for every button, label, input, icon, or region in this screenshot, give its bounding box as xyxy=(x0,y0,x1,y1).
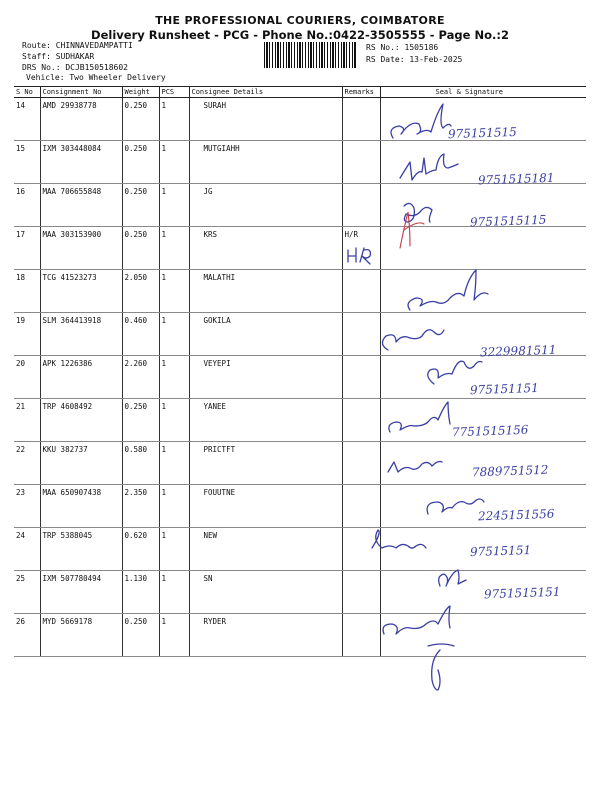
row-sno: 20 xyxy=(14,356,40,399)
row-consignment-no: SLM 364413918 xyxy=(40,313,122,356)
col-signature: Seal & Signature xyxy=(380,87,586,98)
row-sno: 19 xyxy=(14,313,40,356)
staff-text: Staff: SUDHAKAR xyxy=(22,52,95,61)
row-consignment-no: IXM 303448084 xyxy=(40,141,122,184)
remarks-hr-mark xyxy=(348,248,370,264)
signature-17-mark xyxy=(400,212,424,248)
row-sno: 18 xyxy=(14,270,40,313)
row-sno: 17 xyxy=(14,227,40,270)
signature-phone-number: 975151151 xyxy=(469,380,539,398)
row-sno: 26 xyxy=(14,614,40,657)
row-pcs: 1 xyxy=(159,528,189,571)
row-pcs: 1 xyxy=(159,141,189,184)
row-pcs: 1 xyxy=(159,270,189,313)
runsheet-subtitle: Delivery Runsheet - PCG - Phone No.:0422-3505555 - Page No.:2 xyxy=(91,28,509,42)
row-consignee: GOKILA xyxy=(189,313,342,356)
signature-phone-number: 7751515156 xyxy=(451,422,529,440)
signature-25 xyxy=(439,570,466,586)
signature-19 xyxy=(382,330,444,350)
row-sno: 14 xyxy=(14,98,40,141)
row-weight: 0.250 xyxy=(122,614,159,657)
row-consignment-no: TRP 5388045 xyxy=(40,528,122,571)
row-weight: 0.250 xyxy=(122,399,159,442)
signature-20 xyxy=(428,361,482,384)
vehicle-text: Vehicle: Two Wheeler Delivery xyxy=(26,73,166,82)
row-weight: 0.580 xyxy=(122,442,159,485)
row-sno: 24 xyxy=(14,528,40,571)
row-pcs: 1 xyxy=(159,614,189,657)
row-sno: 22 xyxy=(14,442,40,485)
row-weight: 0.250 xyxy=(122,184,159,227)
row-consignment-no: TRP 4608492 xyxy=(40,399,122,442)
row-pcs: 1 xyxy=(159,356,189,399)
signature-phone-number: 7889751512 xyxy=(471,462,549,480)
signature-18 xyxy=(408,270,488,310)
signature-26 xyxy=(383,606,450,634)
signature-strokes xyxy=(348,104,488,690)
row-sno: 16 xyxy=(14,184,40,227)
row-weight: 0.250 xyxy=(122,227,159,270)
row-consignee: MALATHI xyxy=(189,270,342,313)
row-pcs: 1 xyxy=(159,184,189,227)
col-remarks: Remarks xyxy=(342,87,380,98)
company-title: THE PROFESSIONAL COURIERS, COIMBATORE xyxy=(155,14,445,27)
row-consignment-no: KKU 382737 xyxy=(40,442,122,485)
signature-phone-number: 9751515151 xyxy=(483,584,561,602)
signature-21 xyxy=(389,402,450,432)
row-consignment-no: MYD 5669178 xyxy=(40,614,122,657)
row-weight: 2.350 xyxy=(122,485,159,528)
col-sno: S No xyxy=(14,87,40,98)
row-consignment-no: MAA 650907438 xyxy=(40,485,122,528)
row-consignee: SURAH xyxy=(189,98,342,141)
row-consignee: KRS xyxy=(189,227,342,270)
signature-phone-number: 9751515181 xyxy=(477,170,555,188)
row-consignee: MUTGIAHH xyxy=(189,141,342,184)
col-consignee: Consignee Details xyxy=(189,87,342,98)
row-weight: 0.460 xyxy=(122,313,159,356)
row-sno: 25 xyxy=(14,571,40,614)
row-consignment-no: APK 1226386 xyxy=(40,356,122,399)
row-weight: 2.260 xyxy=(122,356,159,399)
row-pcs: 1 xyxy=(159,485,189,528)
row-pcs: 1 xyxy=(159,571,189,614)
col-consignment: Consignment No xyxy=(40,87,122,98)
row-weight: 1.130 xyxy=(122,571,159,614)
row-consignment-no: IXM 507780494 xyxy=(40,571,122,614)
row-consignee: PRICTFT xyxy=(189,442,342,485)
row-weight: 0.250 xyxy=(122,141,159,184)
row-pcs: 1 xyxy=(159,442,189,485)
row-consignee: YANEE xyxy=(189,399,342,442)
rs-number: RS No.: 1505186 xyxy=(366,43,439,52)
col-pcs: PCS xyxy=(159,87,189,98)
drs-number: DRS No.: DCJB150518602 xyxy=(22,63,128,72)
signature-15 xyxy=(400,154,458,180)
signature-phone-number: 3229981511 xyxy=(479,342,557,360)
rs-date: RS Date: 13-Feb-2025 xyxy=(366,55,463,64)
row-sno: 21 xyxy=(14,399,40,442)
col-weight: Weight xyxy=(122,87,159,98)
row-consignee: FOUUTNE xyxy=(189,485,342,528)
row-consignee: VEYEPI xyxy=(189,356,342,399)
row-consignee: SN xyxy=(189,571,342,614)
signature-phone-number: 97515151 xyxy=(469,542,532,560)
signature-26-tail xyxy=(428,644,454,690)
signature-14 xyxy=(391,104,451,138)
row-pcs: 1 xyxy=(159,313,189,356)
row-consignment-no: MAA 706655848 xyxy=(40,184,122,227)
row-sno: 23 xyxy=(14,485,40,528)
row-pcs: 1 xyxy=(159,227,189,270)
row-consignee: JG xyxy=(189,184,342,227)
row-remarks: H/R xyxy=(342,227,380,270)
row-consignee: RYDER xyxy=(189,614,342,657)
signature-24 xyxy=(372,530,426,548)
row-consignment-no: TCG 41523273 xyxy=(40,270,122,313)
row-weight: 0.620 xyxy=(122,528,159,571)
row-consignment-no: AMD 29938778 xyxy=(40,98,122,141)
route-text: Route: CHINNAVEDAMPATTI xyxy=(22,41,133,50)
signature-22 xyxy=(388,462,442,473)
row-pcs: 1 xyxy=(159,98,189,141)
row-consignment-no: MAA 303153900 xyxy=(40,227,122,270)
signature-phone-number: 9751515115 xyxy=(469,212,547,230)
signature-phone-number: 2245151556 xyxy=(477,506,555,524)
row-weight: 0.250 xyxy=(122,98,159,141)
row-sno: 15 xyxy=(14,141,40,184)
row-pcs: 1 xyxy=(159,399,189,442)
signature-phone-number: 975151515 xyxy=(447,124,517,142)
row-consignee: NEW xyxy=(189,528,342,571)
signature-23 xyxy=(427,499,484,514)
row-weight: 2.050 xyxy=(122,270,159,313)
